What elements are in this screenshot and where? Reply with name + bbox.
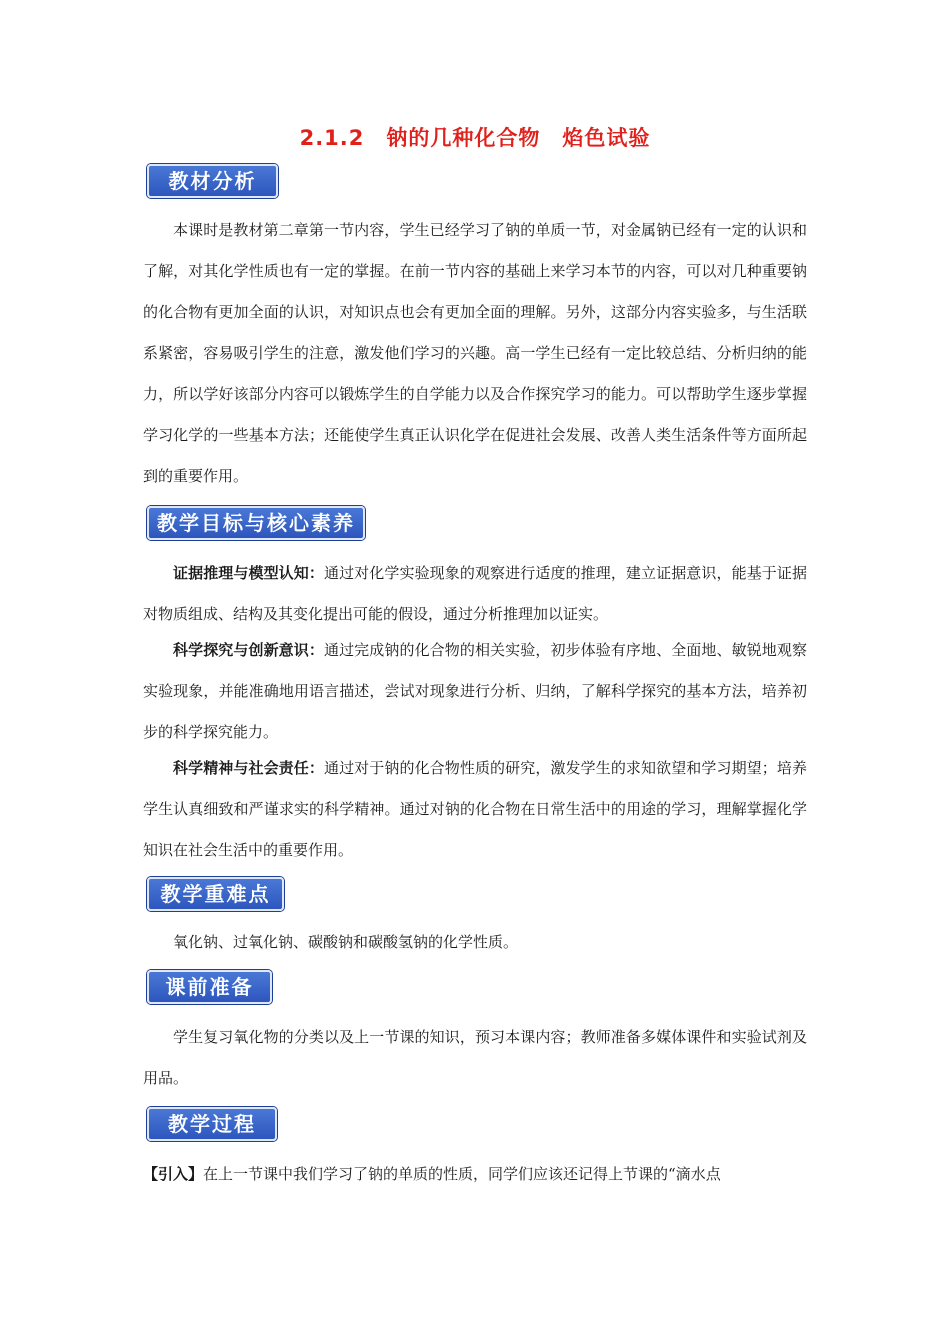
section-badge-key-points: 教学重难点 xyxy=(147,877,284,911)
goal-text: 通过对于钠的化合物性质的研究，激发学生的求知欲望和学习期望；培养学生认真细致和严谨求实的科学精神。通过对钠的化合物在日常生活中的用途的学习，理解掌握化学知识在社会生活中的重要作用。 xyxy=(143,759,807,859)
goal-text: 通过完成钠的化合物的相关实验，初步体验有序地、全面地、敏锐地观察实验现象，并能准确地用语言描述，尝试对现象进行分析、归纳，了解科学探究的基本方法，培养初步的科学探究能力。 xyxy=(143,641,807,741)
preparation-paragraph: 学生复习氧化物的分类以及上一节课的知识，预习本课内容；教师准备多媒体课件和实验试剂及用品。 xyxy=(143,1028,807,1087)
section-badge-goals: 教学目标与核心素养 xyxy=(147,506,365,540)
section-badge-analysis: 教材分析 xyxy=(147,164,278,198)
intro-label: 【引入】 xyxy=(143,1165,204,1183)
goal-item-responsibility xyxy=(143,748,807,871)
key-points-paragraph: 氧化钠、过氧化钠、碳酸钠和碳酸氢钠的化学性质。 xyxy=(173,933,519,951)
goal-text: 通过对化学实验现象的观察进行适度的推理，建立证据意识，能基于证据对物质组成、结构及其变化提出可能的假设，通过分析推理加以证实。 xyxy=(143,564,807,623)
goal-item-evidence xyxy=(143,553,807,635)
goal-label: 证据推理与模型认知： xyxy=(173,564,324,582)
process-intro xyxy=(143,1154,807,1195)
analysis-paragraph: 本课时是教材第二章第一节内容，学生已经学习了钠的单质一节，对金属钠已经有一定的认识和了解，对其化学性质也有一定的掌握。在前一节内容的基础上来学习本节的内容，可以对几种重要钠的化合物有更加全面的认识，对知识点也会有更加全面的理解。另外，这部分内容实验多，与生活联系紧密，容易吸引学生的注意，激发他们学习的兴趣。高一学生已经有一定比较总结、分析归纳的能力，所以学好该部分内容可以锻炼学生的自学能力以及合作探究学习的能力。可以帮助学生逐步掌握学习化学的一些基本方法；还能使学生真正认识化学在促进社会发展、改善人类生活条件等方面所起到的重要作用。 xyxy=(143,221,807,485)
goal-label: 科学探究与创新意识： xyxy=(173,641,324,659)
section-badge-process: 教学过程 xyxy=(147,1107,277,1141)
section-badge-preparation: 课前准备 xyxy=(147,970,272,1004)
goal-label: 科学精神与社会责任： xyxy=(173,759,324,777)
goal-item-inquiry xyxy=(143,630,807,753)
page-title: 2.1.2 钠的几种化合物 焰色试验 xyxy=(299,126,651,150)
intro-text: 在上一节课中我们学习了钠的单质的性质，同学们应该还记得上节课的“滴水点 xyxy=(203,1165,721,1183)
